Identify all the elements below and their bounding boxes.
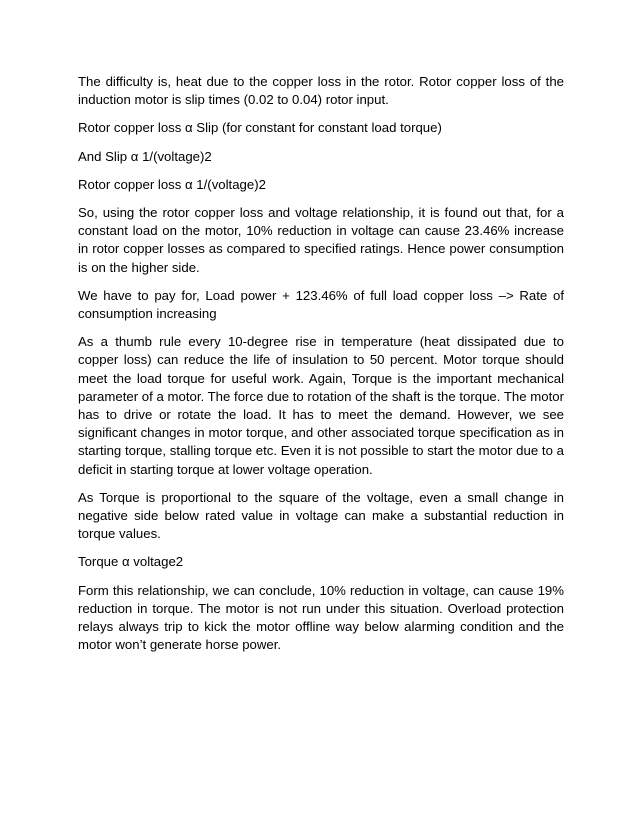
formula-slip-voltage: And Slip α 1/(voltage)2 [78,148,212,164]
paragraph-load-power: We have to pay for, Load power + 123.46% of full load copper loss –> Rate of consumption increasing [78,287,564,322]
paragraph-voltage-relationship: So, using the rotor copper loss and voltage relationship, it is found out that, for a constant load on the motor, 10% reduction in voltage can cause 23.46% increase in rotor copper losses as compared to specified ratings. Hence power consumption is on the higher side. [78,205,564,275]
document-page [78,73,564,664]
paragraph-thumb-rule: As a thumb rule every 10-degree rise in temperature (heat dissipated due to copper loss) can reduce the life of insulation to 50 percent. Motor torque should meet the load torque for useful work. Again, Torque is the important mechanical parameter of a motor. The force due to rotation of the shaft is the torque. The motor has to drive or rotate the load. It has to meet the demand. However, we see significant changes in motor torque, and other associated torque specification as in starting torque, stalling torque etc. Even it is not possible to start the motor due to a deficit in starting torque at lower voltage operation. [78,334,564,477]
paragraph-conclusion: Form this relationship, we can conclude, 10% reduction in voltage, can cause 19% reduction in torque. The motor is not run under this situation. Overload protection relays always trip to kick the motor offline way below alarming condition and the motor won’t generate horse power. [78,582,564,653]
formula-copper-loss-slip: Rotor copper loss α Slip (for constant for constant load torque) [78,120,442,136]
formula-copper-loss-voltage: Rotor copper loss α 1/(voltage)2 [78,176,266,192]
paragraph-copper-loss-intro: The difficulty is, heat due to the copper loss in the rotor. Rotor copper loss of the induction motor is slip times (0.02 to 0.04) rotor input. [78,74,564,108]
formula-torque-voltage: Torque α voltage2 [78,554,184,570]
paragraph-torque-voltage: As Torque is proportional to the square of the voltage, even a small change in negative side below rated value in voltage can make a substantial reduction in torque values. [78,489,564,542]
